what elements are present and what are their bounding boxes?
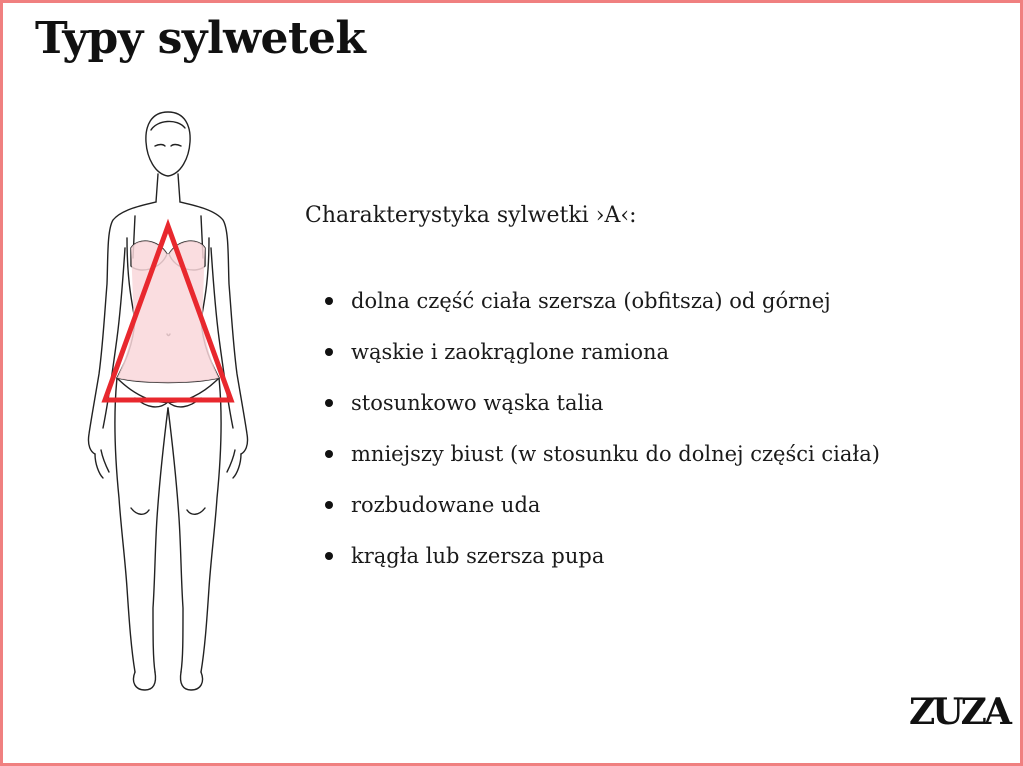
page-title: Typy sylwetek: [35, 13, 366, 64]
section-subtitle: Charakterystyka sylwetki ›A‹:: [305, 203, 637, 228]
torso-highlight: [117, 241, 219, 382]
list-item: stosunkowo wąska talia: [325, 385, 880, 436]
list-item: dolna część ciała szersza (obfitsza) od górnej: [325, 283, 880, 334]
list-item: krągła lub szersza pupa: [325, 538, 880, 589]
list-item: wąskie i zaokrąglone ramiona: [325, 334, 880, 385]
brand-logo: [909, 691, 1009, 733]
woman-body-outline-icon: [73, 98, 263, 698]
list-item: mniejszy biust (w stosunku do dolnej części ciała): [325, 436, 880, 487]
traits-list: [325, 283, 880, 589]
logo-text: ZUZA: [909, 691, 1009, 733]
list-item: rozbudowane uda: [325, 487, 880, 538]
